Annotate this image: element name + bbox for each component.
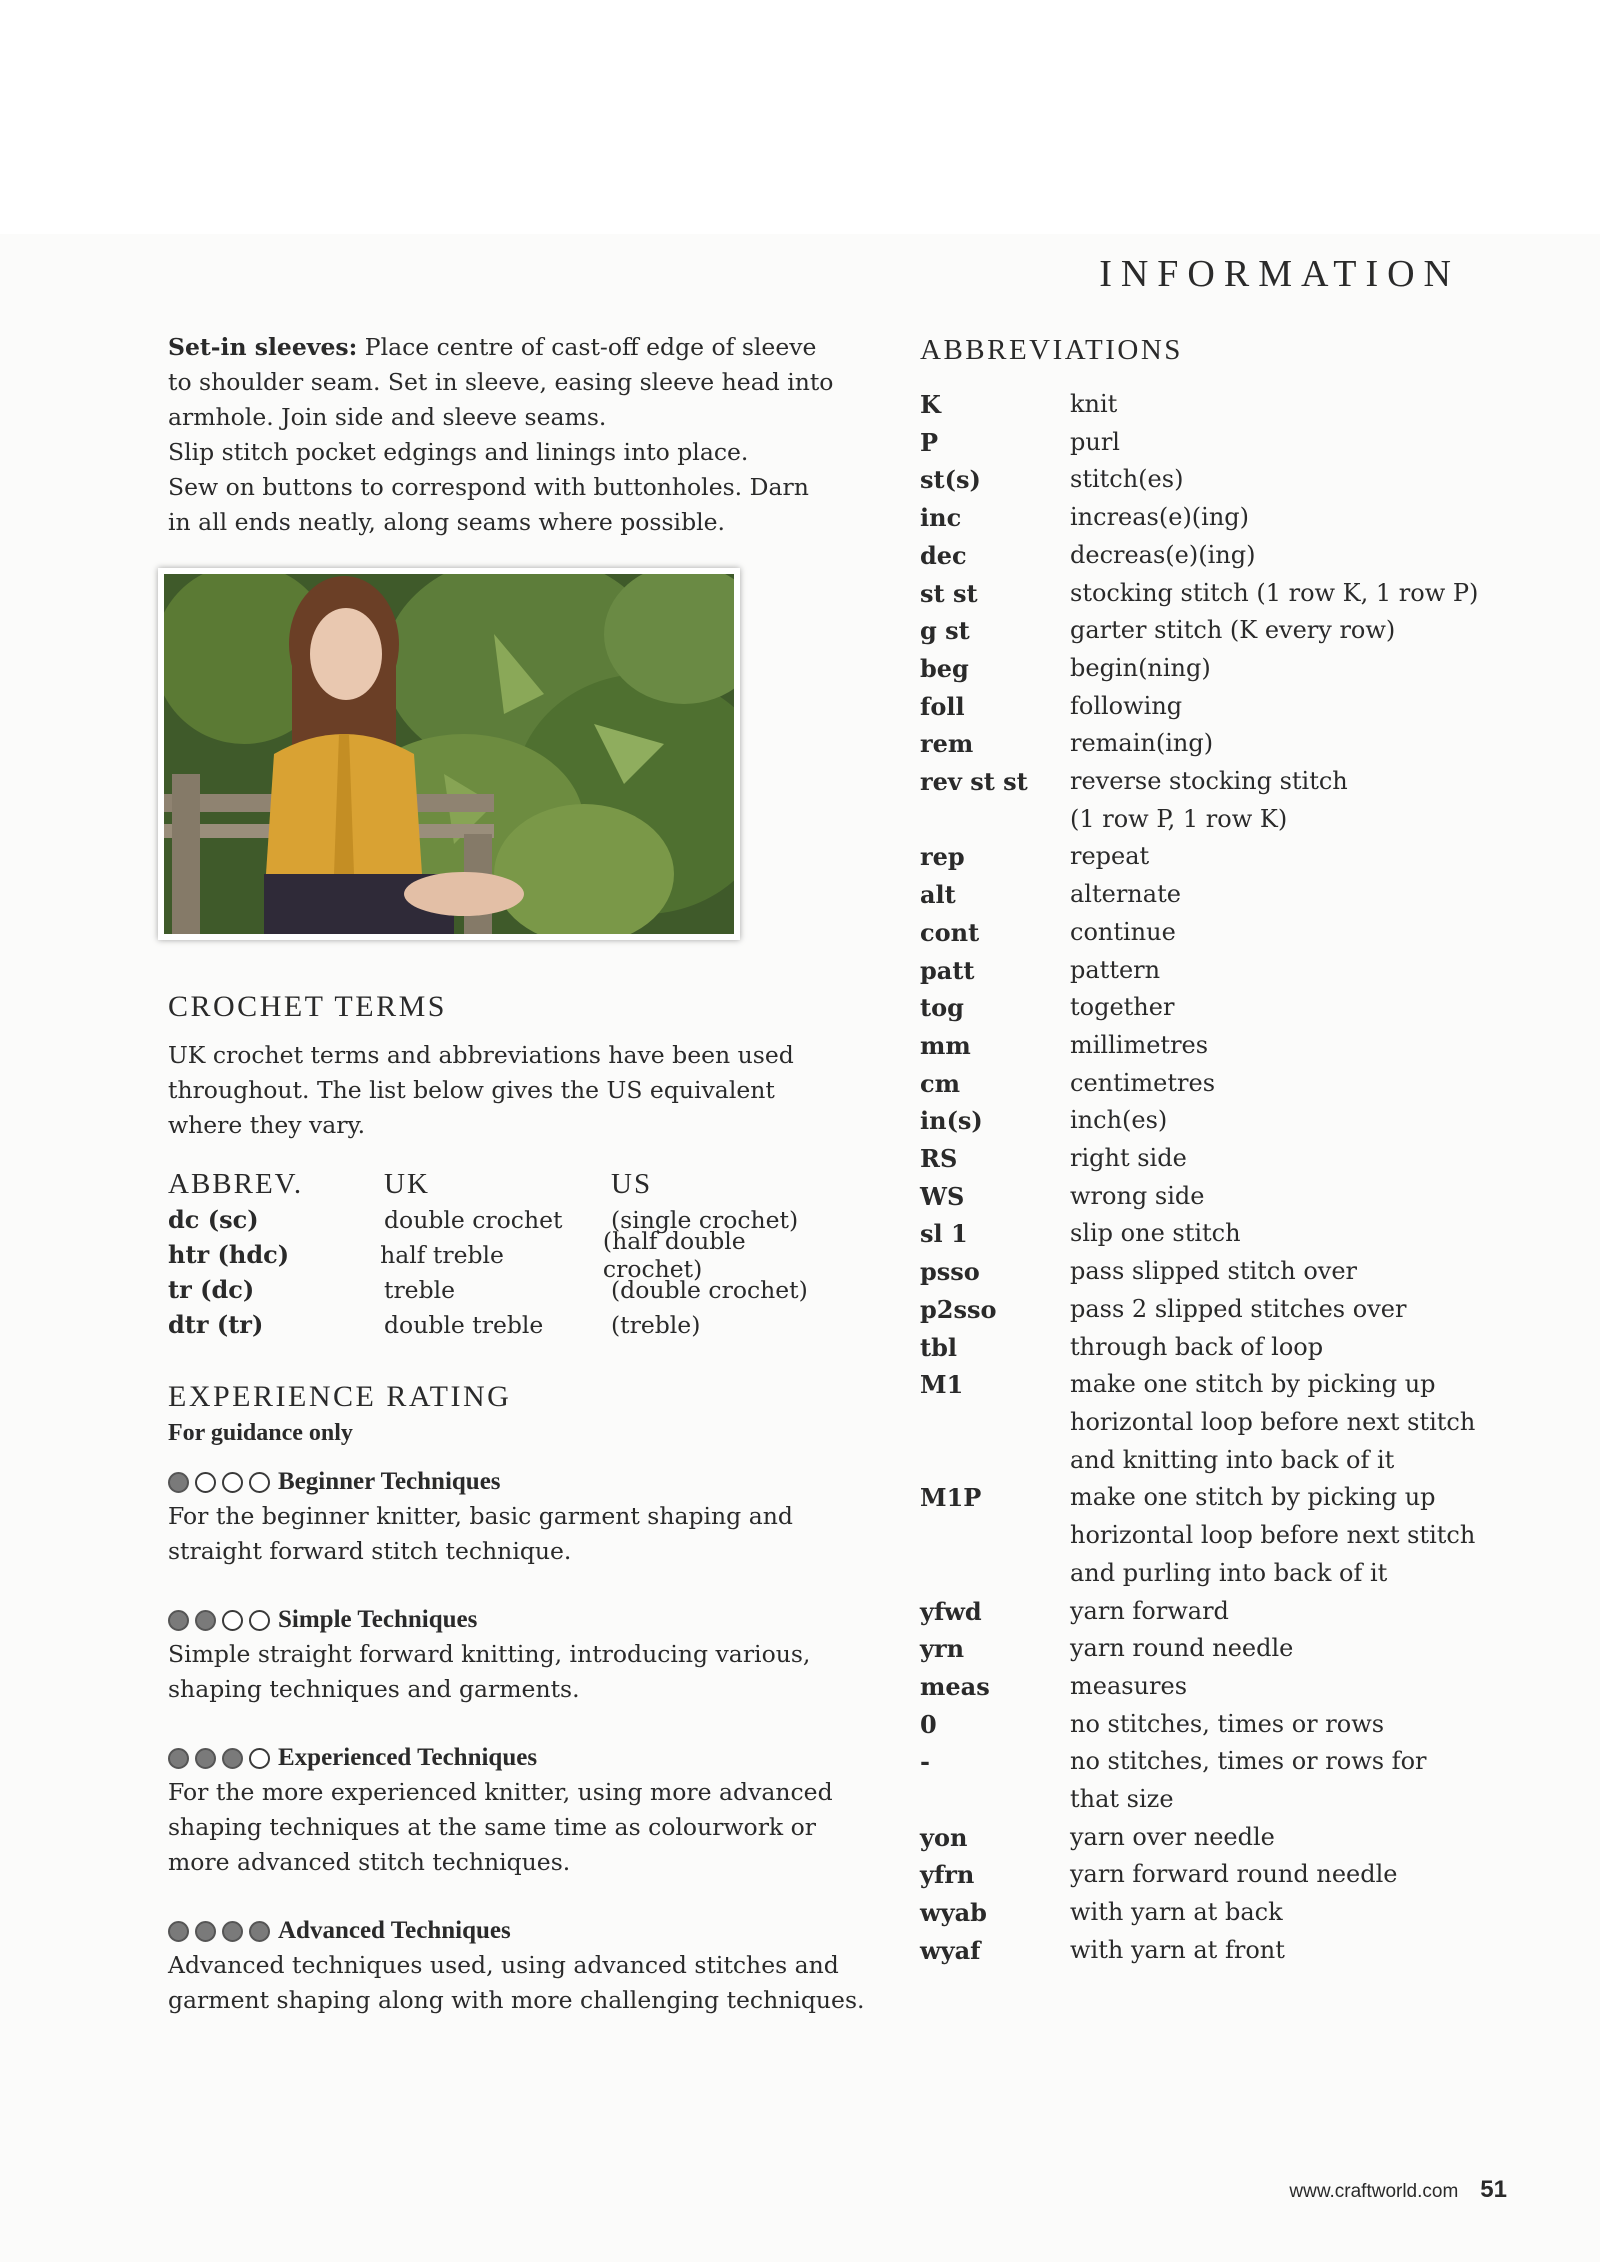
abbreviation-term: sl 1 (920, 1219, 968, 1249)
abbrev-cell: dc (sc) (168, 1205, 259, 1234)
abbreviations-heading: ABBREVIATIONS (920, 334, 1183, 366)
column-header-abbrev: ABBREV. (168, 1168, 304, 1200)
list-item (920, 1819, 1480, 1857)
abbreviation-term: st(s) (920, 465, 981, 495)
column-header-us: US (611, 1168, 653, 1200)
rating-description: Advanced techniques used, using advanced stitches and garment shaping along with more challenging techniques. (168, 1951, 865, 2014)
empty-circle-icon (222, 1610, 243, 1631)
abbreviation-term: meas (920, 1671, 990, 1701)
abbreviation-definition: begin(ning) (1070, 653, 1211, 682)
abbreviation-definition: alternate (1070, 880, 1181, 909)
list-item (920, 1366, 1480, 1479)
list-item (920, 1593, 1480, 1631)
abbreviation-definition: slip one stitch (1070, 1219, 1241, 1248)
rating-simple (168, 1603, 868, 1707)
rating-title-row (168, 1914, 868, 1948)
rating-description: For the beginner knitter, basic garment shaping and straight forward stitch technique. (168, 1502, 793, 1565)
filled-circle-icon (168, 1472, 189, 1493)
us-cell: (treble) (611, 1310, 701, 1339)
abbreviation-term: WS (920, 1181, 965, 1211)
list-item (920, 575, 1480, 613)
list-item (920, 537, 1480, 575)
abbreviation-definition: increas(e)(ing) (1070, 503, 1250, 532)
uk-cell: double crochet (384, 1205, 563, 1234)
abbreviation-term: alt (920, 880, 956, 910)
abbreviation-term: rev st st (920, 767, 1028, 797)
rating-title-row (168, 1741, 868, 1775)
abbreviation-definition: stitch(es) (1070, 465, 1184, 494)
abbreviation-term: mm (920, 1030, 971, 1060)
list-item (920, 1894, 1480, 1932)
rating-title-row (168, 1603, 868, 1637)
experience-rating-heading: EXPERIENCE RATING (168, 1380, 512, 1413)
abbreviation-term: tog (920, 993, 964, 1023)
abbreviation-term: - (920, 1747, 930, 1777)
page-title: INFORMATION (1099, 253, 1460, 295)
abbreviation-definition: yarn round needle (1070, 1634, 1294, 1663)
list-item (920, 461, 1480, 499)
list-item (920, 1743, 1480, 1818)
uk-cell: treble (384, 1275, 456, 1304)
filled-circle-icon (222, 1748, 243, 1769)
abbreviation-definition: with yarn at back (1070, 1898, 1283, 1927)
filled-circle-icon (168, 1921, 189, 1942)
abbrev-cell: dtr (tr) (168, 1310, 264, 1339)
abbreviation-term: yfrn (920, 1860, 975, 1890)
abbreviation-term: tbl (920, 1332, 957, 1362)
set-in-sleeves-text: Place centre of cast-off edge of sleeve to shoulder seam. Set in sleeve, easing sleeve head into armhole. Join side and sleeve seams. (168, 333, 834, 431)
experience-rating-section (168, 1380, 868, 1447)
crochet-terms-table (168, 1167, 848, 1342)
us-cell: (double crochet) (611, 1275, 808, 1304)
list-item (920, 1027, 1480, 1065)
abbreviation-term: psso (920, 1257, 980, 1287)
making-up-section (168, 330, 838, 540)
abbreviation-term: foll (920, 691, 965, 721)
abbreviation-definition: yarn forward (1070, 1596, 1229, 1625)
uk-cell: half treble (380, 1240, 504, 1269)
list-item (920, 763, 1480, 838)
list-item (920, 989, 1480, 1027)
abbreviation-term: yrn (920, 1634, 965, 1664)
abbreviation-term: g st (920, 616, 970, 646)
abbreviation-term: beg (920, 653, 969, 683)
rating-label: Advanced Techniques (278, 1917, 511, 1944)
page-footer (1289, 2176, 1507, 2204)
abbreviation-definition: remain(ing) (1070, 729, 1214, 758)
abbreviation-definition: through back of loop (1070, 1332, 1324, 1361)
abbreviation-definition: inch(es) (1070, 1106, 1168, 1135)
list-item (920, 838, 1480, 876)
abbreviation-term: rem (920, 729, 974, 759)
abbreviation-definition: no stitches, times or rows for that size (1070, 1747, 1427, 1814)
filled-circle-icon (195, 1748, 216, 1769)
abbrev-cell: htr (hdc) (168, 1240, 290, 1269)
filled-circle-icon (168, 1610, 189, 1631)
abbreviations-list (920, 386, 1480, 1970)
list-item (920, 1291, 1480, 1329)
filled-circle-icon (168, 1748, 189, 1769)
abbreviation-definition: wrong side (1070, 1181, 1205, 1210)
abbreviation-term: M1P (920, 1483, 982, 1513)
empty-circle-icon (195, 1472, 216, 1493)
abbreviation-term: P (920, 427, 939, 457)
empty-circle-icon (249, 1610, 270, 1631)
list-item (920, 1102, 1480, 1140)
abbreviation-definition: make one stitch by picking up horizontal loop before next stitch and purling into back of it (1070, 1483, 1476, 1587)
abbreviation-definition: continue (1070, 917, 1176, 946)
abbreviation-term: dec (920, 540, 967, 570)
abbreviations-section (920, 334, 1480, 367)
rating-dots (168, 1610, 270, 1631)
list-item (920, 1329, 1480, 1367)
abbreviation-definition: repeat (1070, 842, 1150, 871)
page-number: 51 (1480, 2176, 1507, 2203)
rating-description: For the more experienced knitter, using more advanced shaping techniques at the same time as colourwork or more advanced stitch techniques. (168, 1778, 833, 1876)
rating-advanced (168, 1914, 868, 2018)
list-item (920, 1253, 1480, 1291)
list-item (920, 688, 1480, 726)
model-photo (164, 574, 734, 934)
abbreviation-definition: together (1070, 993, 1175, 1022)
list-item (920, 1668, 1480, 1706)
empty-circle-icon (249, 1472, 270, 1493)
rating-dots (168, 1748, 270, 1769)
list-item (920, 1140, 1480, 1178)
abbreviation-term: patt (920, 955, 975, 985)
abbreviation-definition: knit (1070, 390, 1118, 418)
abbreviation-term: p2sso (920, 1294, 997, 1324)
abbreviation-term: yfwd (920, 1596, 982, 1626)
making-up-paragraph-2: Slip stitch pocket edgings and linings into place. (168, 438, 749, 466)
abbreviation-term: M1 (920, 1370, 964, 1400)
abbreviation-definition: measures (1070, 1671, 1188, 1700)
abbreviation-term: st st (920, 578, 978, 608)
abbreviation-term: cm (920, 1068, 961, 1098)
list-item (920, 1856, 1480, 1894)
rating-label: Experienced Techniques (278, 1744, 538, 1771)
list-item (920, 424, 1480, 462)
crochet-table-header (168, 1167, 848, 1202)
abbreviation-term: K (920, 390, 941, 419)
abbreviation-definition: reverse stocking stitch (1 row P, 1 row K) (1070, 767, 1348, 833)
list-item (920, 650, 1480, 688)
list-item (920, 952, 1480, 990)
list-item (920, 1215, 1480, 1253)
filled-circle-icon (222, 1921, 243, 1942)
table-row (168, 1226, 848, 1283)
experience-rating-subheading: For guidance only (168, 1420, 353, 1446)
model-photo-frame (158, 568, 740, 940)
abbrev-cell: tr (dc) (168, 1275, 255, 1304)
abbreviation-definition: yarn over needle (1070, 1822, 1275, 1851)
us-cell: (single crochet) (611, 1205, 799, 1234)
filled-circle-icon (195, 1921, 216, 1942)
abbreviation-term: wyab (920, 1898, 987, 1928)
crochet-terms-section (168, 990, 848, 1143)
list-item (920, 499, 1480, 537)
filled-circle-icon (195, 1610, 216, 1631)
list-item (920, 386, 1480, 424)
abbreviation-definition: pass slipped stitch over (1070, 1257, 1358, 1286)
rating-beginner (168, 1465, 868, 1569)
uk-cell: double treble (384, 1310, 544, 1339)
list-item (920, 1178, 1480, 1216)
abbreviation-definition: with yarn at front (1070, 1935, 1285, 1964)
rating-description: Simple straight forward knitting, introducing various, shaping techniques and garments. (168, 1640, 811, 1703)
abbreviation-term: rep (920, 842, 965, 872)
column-header-uk: UK (384, 1168, 430, 1200)
empty-circle-icon (249, 1748, 270, 1769)
abbreviation-term: wyaf (920, 1935, 981, 1965)
making-up-paragraph-1 (168, 330, 838, 435)
list-item (920, 1630, 1480, 1668)
abbreviation-definition: decreas(e)(ing) (1070, 540, 1256, 569)
list-item (920, 1479, 1480, 1592)
rating-label: Simple Techniques (278, 1606, 478, 1633)
us-cell: (half double crochet) (602, 1226, 746, 1283)
abbreviation-definition: purl (1070, 427, 1120, 456)
abbreviation-definition: following (1070, 691, 1183, 720)
list-item (920, 1065, 1480, 1103)
abbreviation-definition: centimetres (1070, 1068, 1216, 1097)
list-item (920, 612, 1480, 650)
table-row (168, 1272, 848, 1307)
rating-dots (168, 1921, 270, 1942)
making-up-paragraph-3: Sew on buttons to correspond with buttonholes. Darn in all ends neatly, along seams where possible. (168, 473, 809, 536)
abbreviation-term: RS (920, 1144, 958, 1174)
abbreviation-term: cont (920, 917, 980, 947)
rating-title-row (168, 1465, 868, 1499)
abbreviation-definition: make one stitch by picking up horizontal loop before next stitch and knitting into back of it (1070, 1370, 1476, 1474)
website-url: www.craftworld.com (1289, 2181, 1459, 2202)
abbreviation-definition: millimetres (1070, 1030, 1209, 1059)
abbreviation-definition: yarn forward round needle (1070, 1860, 1398, 1889)
filled-circle-icon (249, 1921, 270, 1942)
abbreviation-term: inc (920, 503, 962, 533)
abbreviation-term: in(s) (920, 1106, 983, 1136)
list-item (920, 1932, 1480, 1970)
rating-dots (168, 1472, 270, 1493)
abbreviation-definition: garter stitch (K every row) (1070, 616, 1396, 645)
empty-circle-icon (222, 1472, 243, 1493)
list-item (920, 1706, 1480, 1744)
list-item (920, 725, 1480, 763)
abbreviation-definition: pattern (1070, 955, 1161, 984)
abbreviation-term: yon (920, 1822, 968, 1852)
abbreviation-definition: no stitches, times or rows (1070, 1709, 1385, 1738)
abbreviation-definition: right side (1070, 1144, 1187, 1173)
abbreviation-term: 0 (920, 1709, 937, 1739)
abbreviation-definition: stocking stitch (1 row K, 1 row P) (1070, 578, 1479, 607)
list-item (920, 914, 1480, 952)
top-margin (0, 0, 1600, 234)
rating-label: Beginner Techniques (278, 1468, 501, 1495)
table-row (168, 1307, 848, 1342)
crochet-terms-heading: CROCHET TERMS (168, 990, 447, 1023)
abbreviation-definition: pass 2 slipped stitches over (1070, 1294, 1407, 1323)
list-item (920, 876, 1480, 914)
rating-experienced (168, 1741, 868, 1880)
set-in-sleeves-lead: Set-in sleeves: (168, 333, 358, 361)
crochet-terms-intro: UK crochet terms and abbreviations have been used throughout. The list below gives the US equivalent where they vary. (168, 1041, 794, 1139)
